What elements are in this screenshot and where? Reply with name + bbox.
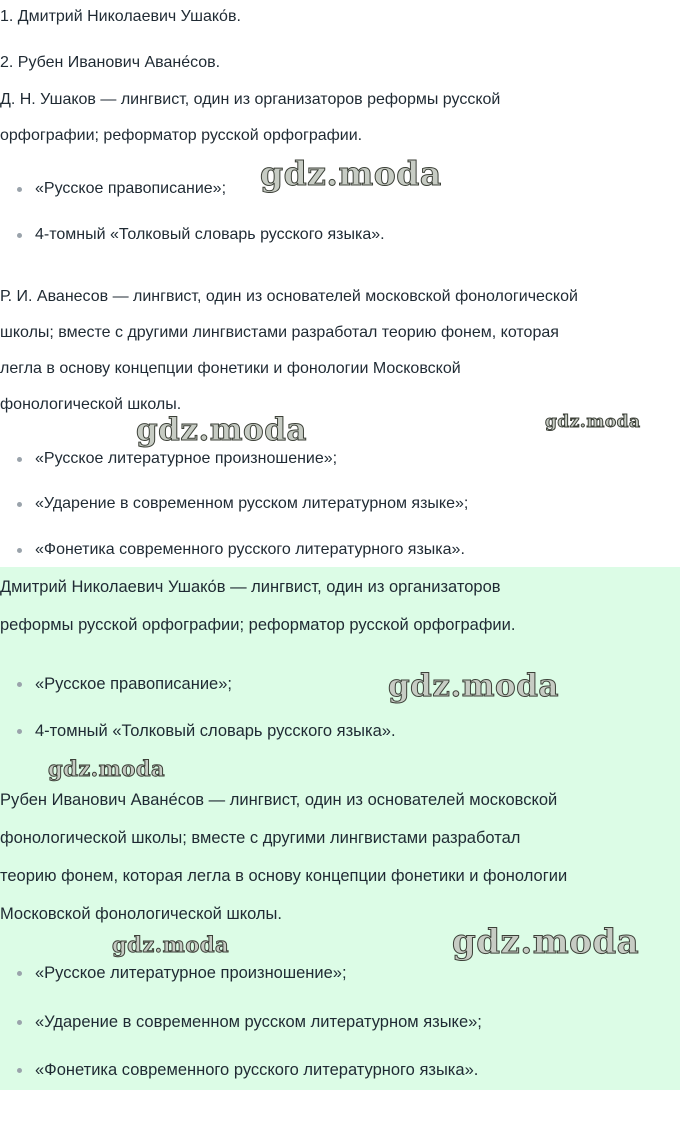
list-item: «Фонетика современного русского литературного языка». — [18, 1059, 478, 1081]
text-line: Рубен Иванович Аване́сов — лингвист, один из основателей московской — [0, 791, 558, 809]
text-line: Д. Н. Ушаков — лингвист, один из организаторов реформы русской — [0, 91, 501, 108]
list-item: 4-томный «Толковый словарь русского языка». — [18, 224, 385, 246]
text-line: орфографии; реформатор русской орфографии. — [0, 127, 363, 144]
ushakov-paragraph-highlight — [0, 568, 515, 644]
list-item: «Русское правописание»; — [18, 178, 226, 200]
text-line: школы; вместе с другими лингвистами разработал теорию фонем, которая — [0, 324, 559, 341]
text-line: теорию фонем, которая легла в основу концепции фонетики и фонологии — [0, 867, 568, 885]
answer-1: 1. Дмитрий Николаевич Ушако́в. — [0, 8, 241, 25]
text-line: реформы русской орфографии; реформатор русской орфографии. — [0, 616, 516, 634]
list-item: «Русское литературное произношение»; — [18, 448, 337, 470]
answer-2: 2. Рубен Иванович Аване́сов. — [0, 54, 221, 71]
ushakov-paragraph — [0, 82, 500, 154]
list-item: «Русское литературное произношение»; — [18, 962, 347, 984]
list-item: «Русское правописание»; — [18, 673, 232, 695]
watermark-logo: gdz.moda — [136, 412, 307, 448]
avanesov-paragraph-highlight — [0, 781, 567, 933]
watermark-logo: gdz.moda — [452, 922, 640, 962]
watermark-logo: gdz.moda — [545, 412, 641, 432]
text-line: Московской фонологической школы. — [0, 905, 282, 923]
text-line: Р. И. Аванесов — лингвист, один из основателей московской фонологической — [0, 288, 578, 305]
watermark-logo: gdz.moda — [260, 154, 442, 193]
text-line: фонологической школы. — [0, 396, 182, 413]
text-line: легла в основу концепции фонетики и фонологии Московской — [0, 360, 461, 377]
list-item: 4-томный «Толковый словарь русского языка». — [18, 720, 396, 742]
list-item: «Фонетика современного русского литературного языка». — [18, 539, 465, 561]
text-line: фонологической школы; вместе с другими лингвистами разработал — [0, 829, 521, 847]
watermark-logo: gdz.moda — [388, 668, 559, 704]
watermark-logo: gdz.moda — [112, 932, 230, 957]
text-line: Дмитрий Николаевич Ушако́в — лингвист, один из организаторов — [0, 578, 501, 596]
list-item: «Ударение в современном русском литературном языке»; — [18, 493, 468, 515]
watermark-logo: gdz.moda — [48, 756, 166, 781]
avanesov-paragraph — [0, 279, 578, 423]
list-item: «Ударение в современном русском литературном языке»; — [18, 1011, 482, 1033]
